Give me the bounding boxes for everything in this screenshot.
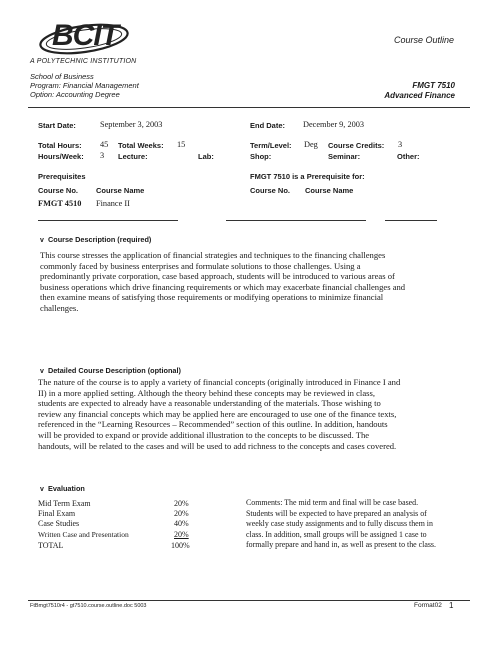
- total-hours-label: Total Hours:: [38, 141, 82, 150]
- term-level-value: Deg: [304, 140, 318, 149]
- hours-week-label: Hours/Week:: [38, 152, 84, 161]
- course-title: Advanced Finance: [384, 91, 455, 100]
- logo-text: BCIT: [52, 19, 118, 52]
- detailed-line: handouts, will be related to the cases and will be used to add richness to the concepts and cases covered.: [38, 440, 397, 451]
- course-description-heading-text: Course Description (required): [47, 235, 152, 244]
- eval-item-name: Case Studies: [38, 519, 80, 528]
- bullet-icon: v: [40, 486, 44, 493]
- description-line: business operations which drive financing requirements or which may exacerbate financial challenges and: [40, 281, 406, 292]
- hours-week-value: 3: [100, 151, 105, 160]
- eval-item-name: Mid Term Exam: [38, 499, 91, 508]
- detailed-line: review any financial concepts which may be applied here are encouraged to use one of the finance texts,: [38, 408, 397, 419]
- comment-line: class. In addition, small groups will be assigned 1 case to: [246, 529, 427, 539]
- course-no-label: Course No.: [38, 186, 79, 195]
- footer-path: FtBmgt7510r4 - gt7510.course.outline.doc 5003: [30, 603, 147, 609]
- description-line: predominantly private corporation, case based approach, students will be introduced to various areas of: [40, 271, 395, 282]
- comment-line: formally prepare and hand in, as well as present to the class.: [246, 540, 436, 550]
- description-line: then examine means of satisfying those requirements or modifying operations to minimize financial: [40, 292, 384, 303]
- total-weeks-label: Total Weeks:: [118, 141, 164, 150]
- comment-line: Students will be expected to have prepared an analysis of: [246, 508, 427, 518]
- prerequisite-for-title: FMGT 7510 is a Prerequisite for:: [250, 172, 365, 181]
- eval-total-weight: 100%: [171, 541, 190, 550]
- program-name: Program: Financial Management: [30, 81, 139, 90]
- footer-divider: [28, 600, 470, 601]
- eval-item-weight: 20%: [174, 499, 189, 508]
- description-line: challenges.: [40, 302, 79, 313]
- course-credits-value: 3: [398, 140, 403, 149]
- eval-item-name: Final Exam: [38, 509, 76, 518]
- prereq-course-name: Finance II: [96, 199, 130, 208]
- eval-item-weight: 20%: [174, 509, 189, 518]
- prereq-course-no: FMGT 4510: [38, 199, 82, 208]
- detailed-description-heading: [40, 366, 181, 375]
- detailed-line: students are expected to already have a reasonable understanding of the materials. Those wishing to: [38, 398, 381, 409]
- detailed-line: will be provided to expand or provide additional illustration to the concepts to be discussed. The: [38, 429, 370, 440]
- detailed-line: II) in a more applied setting. Although the theory behind these concepts may be reviewed in class,: [38, 387, 375, 398]
- total-weeks-value: 15: [177, 140, 186, 149]
- option-name: Option: Accounting Degree: [30, 90, 120, 99]
- seminar-label: Seminar:: [328, 152, 361, 161]
- detailed-line: The nature of the course is to apply a variety of financial concepts (originally introduced in Finance I and: [38, 377, 401, 387]
- prereq-rule-right: [385, 220, 437, 221]
- description-line: This course stresses the application of financial strategies and techniques to the financing challenges: [40, 250, 386, 260]
- comment-line: weekly case study assignments and to fully discuss them in: [246, 519, 433, 529]
- end-date-value: December 9, 2003: [303, 120, 365, 129]
- bullet-icon: v: [40, 237, 44, 244]
- course-no-label-right: Course No.: [250, 186, 291, 195]
- course-name-label-right: Course Name: [305, 186, 354, 195]
- lecture-label: Lecture:: [118, 152, 148, 161]
- course-description-body: [40, 250, 405, 314]
- term-level-label: Term/Level:: [250, 141, 292, 150]
- other-label: Other:: [397, 152, 420, 161]
- start-date-label: Start Date:: [38, 121, 76, 130]
- total-hours-value: 45: [100, 140, 109, 149]
- evaluation-heading-text: Evaluation: [47, 484, 85, 493]
- prerequisites-title: Prerequisites: [38, 172, 86, 181]
- school-name: School of Business: [30, 72, 94, 81]
- evaluation-comments: [246, 498, 436, 551]
- start-date-value: September 3, 2003: [100, 120, 163, 129]
- course-name-label: Course Name: [96, 186, 145, 195]
- prereq-rule-mid: [226, 220, 366, 221]
- evaluation-heading: [40, 484, 85, 493]
- logo-subtitle: A POLYTECHNIC INSTITUTION: [30, 58, 137, 65]
- prereq-rule-left: [38, 220, 178, 221]
- course-code: FMGT 7510: [412, 81, 455, 90]
- footer-format: Format02: [414, 602, 442, 609]
- eval-total-label: TOTAL: [38, 541, 64, 550]
- eval-item-name: Written Case and Presentation: [38, 530, 129, 539]
- comment-line: Comments: The mid term and final will be case based.: [246, 498, 419, 507]
- lab-label: Lab:: [198, 152, 214, 161]
- end-date-label: End Date:: [250, 121, 286, 130]
- bcit-logo: [38, 18, 134, 58]
- doc-type: Course Outline: [393, 35, 454, 45]
- course-credits-label: Course Credits:: [328, 141, 385, 150]
- header-divider: [28, 107, 470, 108]
- page-number: 1: [449, 601, 454, 610]
- detailed-line: referenced in the “Learning Resources – Recommended” section of this outline. In addition, handouts: [38, 419, 388, 430]
- detailed-description-body: [38, 377, 400, 451]
- course-description-heading: [40, 235, 151, 244]
- eval-item-weight: 40%: [174, 519, 189, 528]
- detailed-description-heading-text: Detailed Course Description (optional): [47, 366, 181, 375]
- eval-item-weight: 20%: [174, 530, 189, 539]
- shop-label: Shop:: [250, 152, 272, 161]
- bullet-icon: v: [40, 368, 44, 375]
- description-line: commonly faced by business enterprises and formulate solutions to those challenges. Using a: [40, 260, 361, 271]
